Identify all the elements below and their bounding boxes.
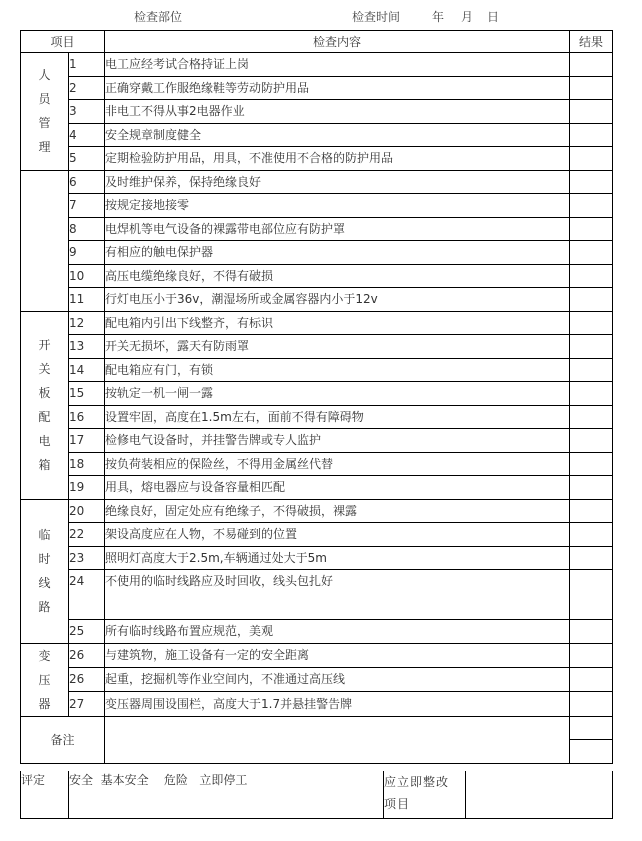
category-cell [21, 311, 69, 499]
table-row [21, 429, 613, 453]
result-cell[interactable] [570, 76, 613, 100]
result-cell[interactable] [570, 170, 613, 194]
inspection-table [20, 30, 613, 764]
result-cell[interactable] [570, 546, 613, 570]
evaluation-row [21, 771, 613, 819]
item-content: 按规定接地接零 [105, 194, 570, 218]
item-content: 定期检验防护用品，用具，不准使用不合格的防护用品 [105, 147, 570, 171]
result-cell[interactable] [570, 382, 613, 406]
table-row [21, 76, 613, 100]
table-row [21, 476, 613, 500]
item-content: 按轨定一机一闸一露 [105, 382, 570, 406]
item-number: 26 [69, 643, 105, 667]
result-cell[interactable] [570, 499, 613, 523]
table-row [21, 264, 613, 288]
item-number: 14 [69, 358, 105, 382]
table-row [21, 643, 613, 667]
table-row [21, 311, 613, 335]
item-number: 19 [69, 476, 105, 500]
category-cell [21, 643, 69, 716]
remarks-field[interactable] [105, 716, 570, 763]
inspection-location-label: 检查部位 [134, 10, 183, 24]
item-content: 电焊机等电气设备的裸露带电部位应有防护罩 [105, 217, 570, 241]
result-cell[interactable] [570, 358, 613, 382]
table-row [21, 53, 613, 77]
item-content: 有相应的触电保护器 [105, 241, 570, 265]
category-cell [21, 53, 69, 171]
table-row [21, 499, 613, 523]
result-cell[interactable] [570, 523, 613, 547]
remarks-result-cell-bottom[interactable] [570, 740, 613, 764]
result-cell[interactable] [570, 100, 613, 124]
item-number: 10 [69, 264, 105, 288]
item-content: 非电工不得从事2电器作业 [105, 100, 570, 124]
rectification-label-line2: 项目 [384, 797, 411, 811]
category-cell [21, 499, 69, 643]
table-row [21, 382, 613, 406]
item-number: 9 [69, 241, 105, 265]
category-label: 人员管理 [38, 68, 51, 155]
item-content: 变压器周围设围栏，高度大于1.7并悬挂警告牌 [105, 692, 570, 716]
category-label: 变压器 [38, 648, 51, 711]
remarks-result-cell-top[interactable] [570, 716, 613, 740]
table-row [21, 288, 613, 312]
rectification-label-line1: 应立即整改 [384, 775, 450, 789]
table-row [21, 523, 613, 547]
table-row [21, 405, 613, 429]
category-cell [21, 170, 69, 311]
table-row [21, 194, 613, 218]
result-cell[interactable] [570, 643, 613, 667]
table-row [21, 123, 613, 147]
item-content: 正确穿戴工作服绝缘鞋等劳动防护用品 [105, 76, 570, 100]
evaluation-table [20, 771, 613, 819]
table-row [21, 620, 613, 644]
table-row [21, 452, 613, 476]
table-row [21, 692, 613, 716]
result-cell[interactable] [570, 123, 613, 147]
table-row [21, 147, 613, 171]
item-number: 4 [69, 123, 105, 147]
table-row [21, 570, 613, 620]
table-header-row [21, 31, 613, 53]
item-number: 2 [69, 76, 105, 100]
result-cell[interactable] [570, 429, 613, 453]
column-header-content: 检查内容 [105, 31, 570, 53]
item-number: 20 [69, 499, 105, 523]
rectification-label [384, 771, 466, 819]
remarks-label: 备注 [21, 716, 105, 763]
inspection-time-label: 检查时间 [352, 10, 401, 24]
item-content: 安全规章制度健全 [105, 123, 570, 147]
day-label: 日 [487, 10, 500, 24]
item-content: 用具，熔电器应与设备容量相匹配 [105, 476, 570, 500]
table-row [21, 217, 613, 241]
category-label: 开关板配电箱 [38, 338, 51, 472]
item-content: 所有临时线路布置应规范，美观 [105, 620, 570, 644]
result-cell[interactable] [570, 288, 613, 312]
evaluation-label: 评定 [21, 771, 69, 819]
rectification-field[interactable] [466, 771, 613, 819]
item-number: 5 [69, 147, 105, 171]
result-cell[interactable] [570, 667, 613, 691]
item-number: 11 [69, 288, 105, 312]
item-number: 22 [69, 523, 105, 547]
item-content: 架设高度应在人物，不易碰到的位置 [105, 523, 570, 547]
item-number: 15 [69, 382, 105, 406]
category-label: 临时线路 [38, 528, 51, 614]
item-content: 检修电气设备时，并挂警告牌或专人监护 [105, 429, 570, 453]
table-row [21, 100, 613, 124]
item-content: 与建筑物，施工设备有一定的安全距离 [105, 643, 570, 667]
item-content: 照明灯高度大于2.5m,车辆通过处大于5m [105, 546, 570, 570]
item-number: 25 [69, 620, 105, 644]
result-cell[interactable] [570, 217, 613, 241]
item-number: 1 [69, 53, 105, 77]
table-row [21, 667, 613, 691]
result-cell[interactable] [570, 452, 613, 476]
table-row [21, 170, 613, 194]
item-number: 18 [69, 452, 105, 476]
month-label: 月 [461, 10, 474, 24]
item-content: 配电箱内引出下线整齐，有标识 [105, 311, 570, 335]
item-number: 12 [69, 311, 105, 335]
table-row [21, 358, 613, 382]
item-number: 17 [69, 429, 105, 453]
table-row [21, 335, 613, 359]
result-cell[interactable] [570, 264, 613, 288]
column-header-result: 结果 [570, 31, 613, 53]
result-cell[interactable] [570, 692, 613, 716]
form-header [0, 8, 642, 26]
item-content: 电工应经考试合格持证上岗 [105, 53, 570, 77]
item-number: 13 [69, 335, 105, 359]
item-content: 设置牢固，高度在1.5m左右，面前不得有障碍物 [105, 405, 570, 429]
item-content: 开关无损坏，露天有防雨罩 [105, 335, 570, 359]
item-content: 配电箱应有门，有锁 [105, 358, 570, 382]
column-header-category: 项目 [21, 31, 105, 53]
result-cell[interactable] [570, 311, 613, 335]
item-content: 及时维护保养，保持绝缘良好 [105, 170, 570, 194]
result-cell[interactable] [570, 476, 613, 500]
evaluation-options[interactable]: 安全 基本安全 危险 立即停工 [69, 771, 384, 819]
result-cell[interactable] [570, 147, 613, 171]
item-number: 24 [69, 570, 105, 620]
table-row [21, 546, 613, 570]
item-number: 23 [69, 546, 105, 570]
item-number: 26 [69, 667, 105, 691]
item-number: 27 [69, 692, 105, 716]
item-content: 按负荷装相应的保险丝，不得用金属丝代替 [105, 452, 570, 476]
item-number: 7 [69, 194, 105, 218]
result-cell[interactable] [570, 620, 613, 644]
item-content: 高压电缆绝缘良好，不得有破损 [105, 264, 570, 288]
result-cell[interactable] [570, 570, 613, 620]
item-number: 3 [69, 100, 105, 124]
table-row [21, 241, 613, 265]
item-content: 不使用的临时线路应及时回收，线头包扎好 [105, 570, 570, 620]
item-number: 6 [69, 170, 105, 194]
year-label: 年 [432, 10, 445, 24]
result-cell[interactable] [570, 241, 613, 265]
item-content: 绝缘良好，固定处应有绝缘子，不得破损，裸露 [105, 499, 570, 523]
item-number: 16 [69, 405, 105, 429]
item-content: 行灯电压小于36v，潮湿场所或金属容器内小于12v [105, 288, 570, 312]
result-cell[interactable] [570, 405, 613, 429]
result-cell[interactable] [570, 335, 613, 359]
remarks-row [21, 716, 613, 740]
item-content: 起重，挖掘机等作业空间内，不准通过高压线 [105, 667, 570, 691]
item-number: 8 [69, 217, 105, 241]
result-cell[interactable] [570, 194, 613, 218]
result-cell[interactable] [570, 53, 613, 77]
